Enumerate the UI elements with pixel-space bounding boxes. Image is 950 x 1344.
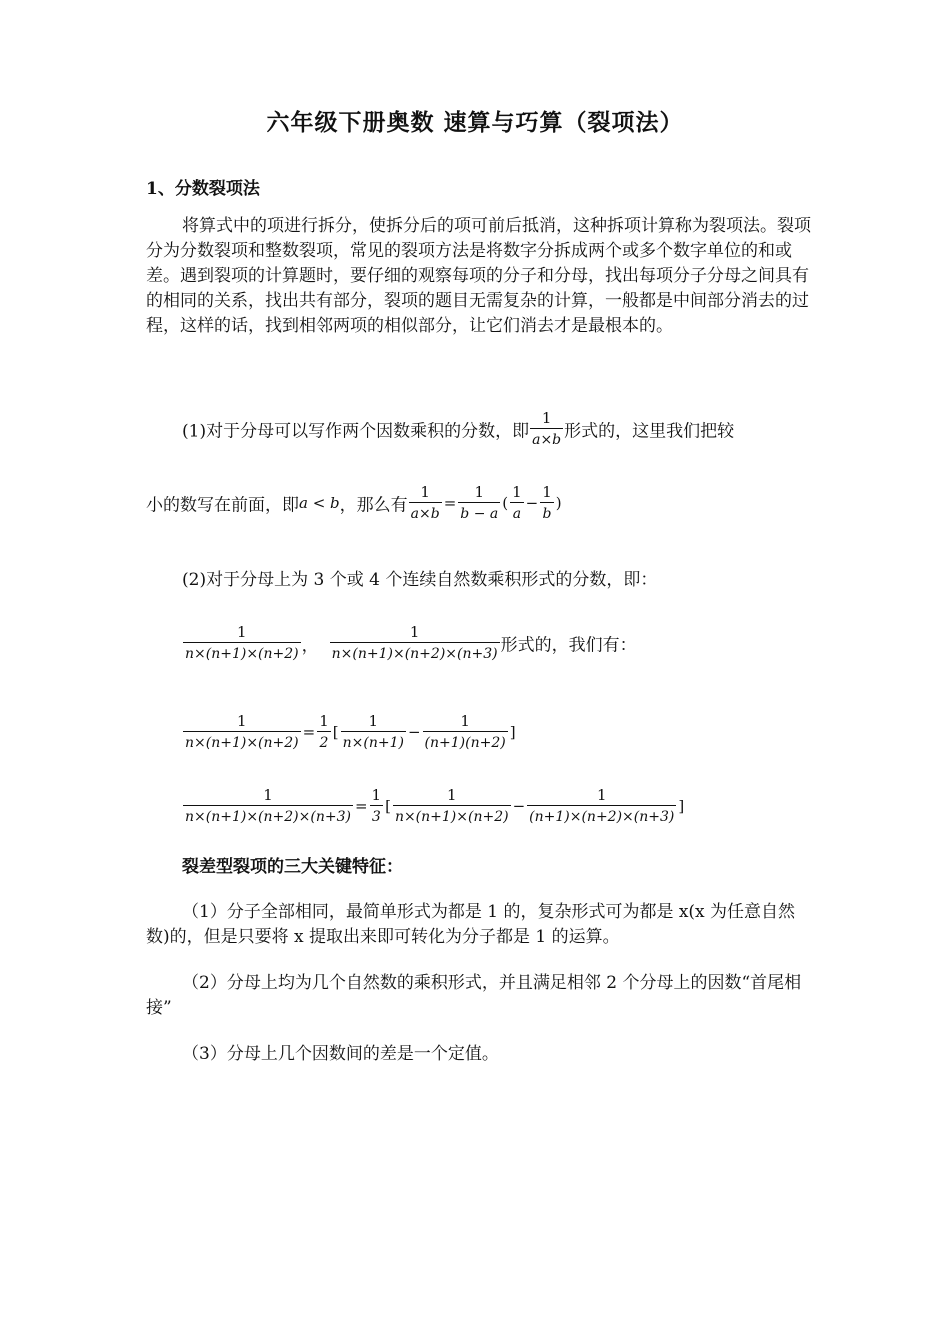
feature-item-2: （2）分母上均为几个自然数的乘积形式，并且满足相邻 2 个分母上的因数“首尾相接” [146, 973, 802, 1018]
fraction-denominator: n×(n+1)×(n+2)×(n+3) [330, 642, 500, 664]
rule1-text-b: 形式的，这里我们把较 [564, 421, 735, 442]
fraction-denominator: n×(n+1)×(n+2)×(n+3) [183, 805, 353, 827]
fraction-numerator: 1 [596, 786, 607, 804]
fraction-denominator: a×b [409, 502, 442, 524]
fraction-denominator: n×(n+1)×(n+2) [183, 731, 301, 753]
eq2-lhs-fraction [183, 785, 353, 827]
equation-three-factor [182, 711, 517, 753]
rule2-suffix: 形式的，我们有： [500, 635, 637, 656]
fraction-denominator: 2 [317, 731, 331, 753]
fraction-1-over-a [510, 482, 524, 524]
fraction-numerator: 1 [512, 483, 522, 501]
fraction-numerator: 1 [446, 786, 457, 804]
features-heading: 裂差型裂项的三大关键特征： [182, 857, 403, 877]
rule2-text: (2)对于分母上为 3 个或 4 个连续自然数乘积形式的分数，即： [182, 570, 658, 590]
fraction-1-over-ab [530, 408, 563, 450]
fraction-numerator: 1 [371, 786, 382, 804]
fraction-denominator: b − a [458, 502, 500, 524]
feature-item-1: （1）分子全部相同，最简单形式为都是 1 的，复杂形式可为都是 x(x 为任意自然数)的，但是只要将 x 提取出来即可转化为分子都是 1 的运算。 [146, 902, 796, 947]
minus-sign: − [407, 723, 421, 741]
paren-close: ) [555, 494, 562, 512]
rule1-text-c: 小的数写在前面，即 [146, 495, 299, 516]
rule1-text-d: ，那么有 [339, 495, 408, 516]
fraction-numerator: 1 [237, 712, 247, 730]
minus-sign: − [512, 797, 526, 815]
fraction-four-factor [330, 622, 500, 664]
minus-sign: − [525, 494, 539, 512]
fraction-denominator: b [540, 502, 554, 524]
fraction-denominator: a×b [530, 428, 563, 450]
fraction-numerator: 1 [420, 483, 430, 501]
comma: ， [301, 635, 319, 656]
intro-paragraph: 将算式中的项进行拆分，使拆分后的项可前后抵消，这种拆项计算称为裂项法。裂项分为分数裂项和整数裂项，常见的裂项方法是将数字分拆成两个或多个数字单位的和或差。遇到裂项的计算题时，要仔细的观察每项的分子和分母，找出每项分子分母之间具有的相同的关系，找出共有部分，裂项的题目无需复杂的计算，一般都是中间部分消去的过程，这样的话，找到相邻两项的相似部分，让它们消去才是最根本的。 [146, 216, 811, 336]
equals-sign: = [443, 494, 457, 512]
section-heading: 1、分数裂项法 [146, 179, 260, 199]
fraction-three-factor [183, 622, 301, 664]
rule1-line-1 [182, 408, 734, 450]
fraction-1-over-b-minus-a [458, 482, 500, 524]
fraction-denominator: n×(n+1)×(n+2) [393, 805, 511, 827]
feature-item-3: （3）分母上几个因数间的差是一个定值。 [182, 1044, 499, 1064]
rule1-line-2 [146, 482, 563, 524]
condition-a-lt-b: a < b [299, 494, 340, 512]
fraction-numerator: 1 [474, 483, 485, 501]
bracket-open: [ [385, 797, 391, 815]
fraction-denominator: (n+1)×(n+2)×(n+3) [527, 805, 676, 827]
fraction-denominator: (n+1)(n+2) [423, 731, 508, 753]
equals-sign: = [302, 723, 316, 741]
eq1-second-term [423, 711, 508, 753]
eq2-first-term [393, 785, 511, 827]
fraction-denominator: n×(n+1) [341, 731, 406, 753]
bracket-open: [ [332, 723, 339, 741]
fraction-denominator: a [510, 502, 524, 524]
bracket-close: ] [678, 797, 685, 815]
page-title: 六年级下册奥数 速算与巧算（裂项法） [266, 109, 684, 136]
rule1-text-a: (1)对于分母可以写作两个因数乘积的分数，即 [182, 421, 530, 442]
rule2-forms [182, 622, 637, 664]
fraction-numerator: 1 [263, 786, 273, 804]
eq2-second-term [527, 785, 676, 827]
fraction-numerator: 1 [542, 483, 552, 501]
equation-four-factor [182, 785, 685, 827]
eq1-first-term [341, 711, 406, 753]
fraction-1-over-ab-lhs [409, 482, 442, 524]
fraction-1-over-b [540, 482, 554, 524]
eq2-coefficient [370, 785, 384, 827]
fraction-numerator: 1 [409, 623, 420, 641]
eq1-coefficient [317, 711, 331, 753]
fraction-numerator: 1 [541, 409, 552, 427]
fraction-numerator: 1 [319, 712, 329, 730]
bracket-close: ] [509, 723, 516, 741]
fraction-numerator: 1 [237, 623, 247, 641]
fraction-denominator: n×(n+1)×(n+2) [183, 642, 301, 664]
eq1-lhs-fraction [183, 711, 301, 753]
fraction-denominator: 3 [370, 805, 384, 827]
paren-open: ( [502, 494, 509, 512]
fraction-numerator: 1 [368, 712, 379, 730]
equals-sign: = [354, 797, 368, 815]
fraction-numerator: 1 [460, 712, 470, 730]
